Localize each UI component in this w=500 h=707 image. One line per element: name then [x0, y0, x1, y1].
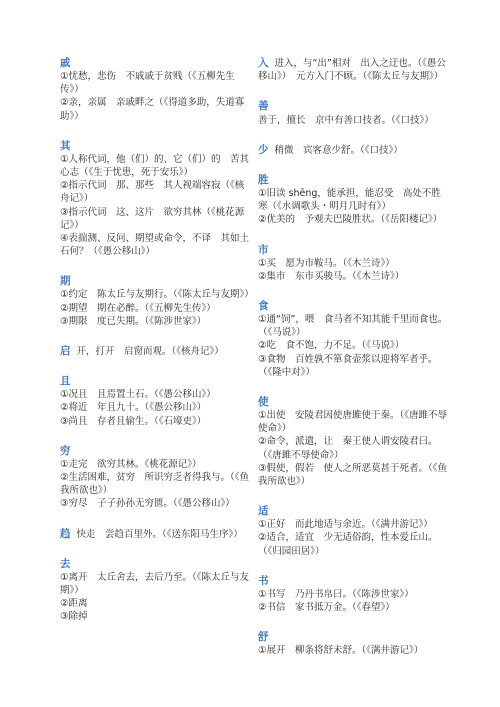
entry-right — [258, 56, 448, 83]
entry-right — [258, 395, 448, 488]
left-column — [60, 56, 254, 640]
definition-line: ②期望 期在必醉。（《五柳先生传》） — [60, 302, 216, 314]
entry-left — [60, 139, 250, 259]
entry-right — [258, 504, 448, 558]
definition-line: ①展开 柳条将舒未舒。（《满井游记》） — [258, 645, 424, 657]
headword: 去 — [60, 557, 71, 570]
definition-line: ①忧愁，悲伤 不戚戚于贫贱（《五柳先生传》） — [60, 71, 235, 96]
headword: 书 — [258, 574, 269, 587]
definition-line: ②吃 食不饱，力不足。（《马说》） — [258, 340, 405, 352]
entry-left — [60, 56, 250, 123]
entry-right — [258, 630, 448, 657]
entry-left — [60, 557, 250, 624]
definition-line: ①出使 安陵君因使唐雎使于秦。（《唐雎不辱使命》） — [258, 410, 448, 435]
definition-line: ②将近 年且九十。（《愚公移山》） — [60, 402, 207, 414]
headword: 胜 — [258, 174, 269, 187]
headword: 食 — [258, 300, 269, 313]
entry-right — [258, 299, 448, 379]
definition-line: ②指示代词 那、那些 其人视端容寂（《核舟记》） — [60, 180, 245, 205]
headword: 戚 — [60, 57, 71, 69]
definition-line: ①离开 太丘舍去，去后乃至。（《陈太丘与友期》） — [60, 571, 250, 597]
definition-line: ③食物 百姓孰不箪食壶浆以迎将军者乎。（《隆中对》） — [258, 353, 438, 378]
definition-line: ③穷尽 子子孙孙无穷匮。（《愚公移山》） — [60, 498, 235, 510]
definition-line: ①人称代词，他（们）的、它（们）的 苦其心志（《生于忧患，死于安乐》） — [60, 153, 250, 179]
entry-right — [258, 143, 448, 157]
entry-left — [60, 374, 250, 428]
definition-line: 开，打开 启窗而观。（《核舟记》） — [76, 346, 224, 358]
headword: 入 — [258, 57, 269, 69]
definition-line: ①买 愿为市鞍马。（《木兰诗》） — [258, 257, 395, 269]
headword: 舒 — [258, 631, 269, 644]
definition-line: ①通“饲”，喂 食马者不知其能千里而食也。（《马说》） — [258, 314, 448, 339]
entry-right — [258, 173, 448, 227]
definition-line: ②生活困难，贫穷 所识穷乏者得我与。（《鱼我所欲也》） — [60, 472, 250, 497]
definition-line: ②命令，派遣，让 秦王使人谓安陵君曰。（《唐雎不辱使命》） — [258, 436, 438, 461]
entry-left — [60, 274, 254, 328]
headword: 少 — [258, 143, 269, 156]
definition-line: ②亲，亲属 亲戚畔之（《得道多助，失道寡助》） — [60, 97, 245, 122]
definition-line: ②书信 家书抵万金。（《春望》） — [258, 602, 395, 614]
definition-line: ①约定 陈太丘与友期行。（《陈太丘与友期》） — [60, 289, 254, 301]
entry-right — [258, 574, 448, 614]
entry-left — [60, 527, 250, 541]
headword: 启 — [60, 345, 71, 358]
entry-left — [60, 444, 250, 511]
definition-line: ③假使，假若 使人之所恶莫甚于死者。（《鱼我所欲也》） — [258, 462, 448, 488]
definition-line: 稍微 宾客意少舒。（《口技》） — [274, 144, 403, 156]
definition-line: ①走完 欲穷其林。《桃花源记》） — [60, 458, 202, 470]
right-column — [258, 56, 448, 673]
definition-line: ①旧读 shēng，能承担，能忍受 高处不胜寒（《水调歌头・明月几时有》） — [258, 188, 441, 213]
definition-line: 快走 尝趋百里外。（《送东阳马生序》） — [76, 528, 243, 540]
definition-line: ②优美的 予观夫巴陵胜状。（《岳阳楼记》） — [258, 214, 443, 226]
definition-line: 进入，与“出”相对 出入之迂也。（《愚公移山》） 元方入门不顾。（《陈太丘与友期》） — [258, 58, 446, 83]
definition-line: ①况且 且焉置土石。（《愚公移山》） — [60, 389, 216, 401]
definition-line: ②适合，适宜 少无适俗韵，性本爱丘山。（《归园田居》） — [258, 532, 438, 557]
definition-line: 善于，擅长 京中有善口技者。（《口技》） — [258, 114, 434, 126]
definition-line: ②集市 东市买骏马。（《木兰诗》） — [258, 270, 405, 282]
entry-right — [258, 99, 448, 126]
definition-line: ④表揣测、反问、期望或命令，不译 其如土石何？（《愚公移山》） — [60, 233, 250, 258]
headword: 使 — [258, 396, 269, 409]
definition-line: ①书写 乃丹书帛曰。（《陈涉世家》） — [258, 588, 414, 600]
headword: 市 — [258, 243, 269, 256]
definition-line: ③尚且 存者且偷生。（《石壕吏》） — [60, 415, 207, 427]
headword: 且 — [60, 375, 71, 388]
headword: 善 — [258, 100, 269, 113]
entry-left — [60, 344, 250, 358]
entry-right — [258, 243, 448, 283]
definition-line: ③指示代词 这、这片 欲穷其林（《桃花源记》） — [60, 206, 245, 231]
headword: 趋 — [60, 527, 71, 540]
definition-line: ①正好 而此地适与余近。（《满井游记》） — [258, 519, 433, 531]
headword: 期 — [60, 275, 71, 288]
headword: 穷 — [60, 444, 71, 457]
definition-line: ③除掉 — [60, 611, 88, 623]
definition-line: ③期限 度已失期。（《陈涉世家》） — [60, 315, 207, 327]
headword: 适 — [258, 505, 269, 518]
headword: 其 — [60, 139, 71, 152]
definition-line: ②距离 — [60, 598, 88, 610]
